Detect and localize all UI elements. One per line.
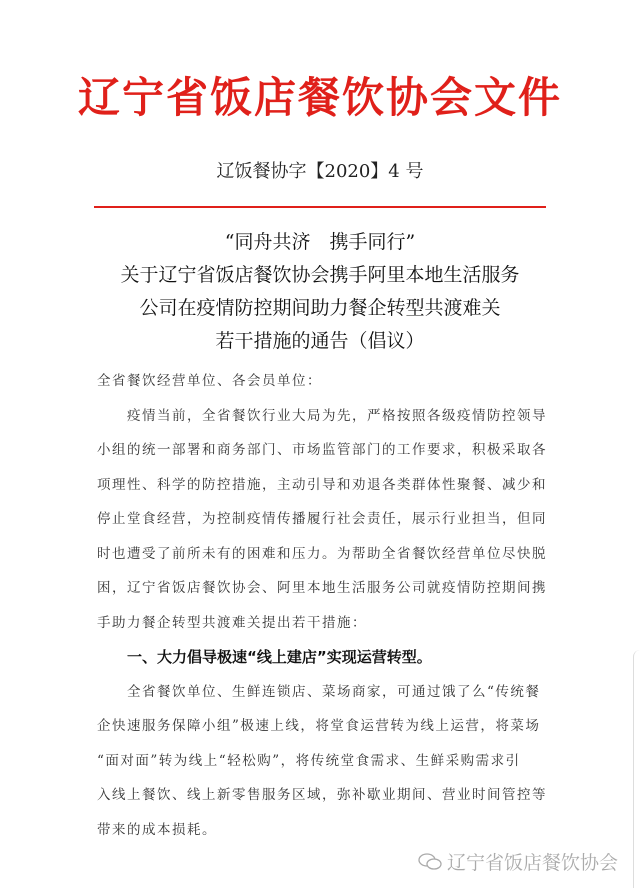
body-line: 停止堂食经营，为控制疫情传播履行社会责任，展示行业担当，但同: [97, 511, 547, 527]
title-line: 若干措施的通告（倡议）: [215, 330, 425, 352]
body-line: 疫情当前，全省餐饮行业大局为先，严格按照各级疫情防控领导: [127, 408, 547, 424]
body-line: 困，辽宁省饭店餐饮协会、阿里本地生活服务公司就疫情防控期间携: [97, 580, 547, 596]
red-divider: [94, 206, 546, 208]
body-line: 企快速服务保障小组”极速上线，将堂食运营转为线上运营，将菜场: [97, 718, 541, 734]
body-line: 入线上餐饮、线上新零售服务区域，弥补歇业期间、营业时间管控等: [97, 787, 547, 803]
body-line: 小组的统一部署和商务部门、市场监管部门的工作要求，积极采取各: [97, 442, 547, 458]
body-line: 手助力餐企转型共渡难关提出若干措施：: [97, 615, 367, 631]
wechat-icon: [417, 852, 443, 872]
body-line: “面对面”转为线上“轻松购”，将传统堂食需求、生鲜采购需求引: [97, 753, 521, 769]
body-line: 时也遭受了前所未有的困难和压力。为帮助全省餐饮经营单位尽快脱: [97, 546, 547, 562]
salutation: 全省餐饮经营单位、各会员单位：: [97, 373, 322, 389]
org-title: 辽宁省饭店餐饮协会文件: [77, 73, 562, 122]
watermark-text: 辽宁省饭店餐饮协会: [446, 852, 618, 874]
section-heading: 一、大力倡导极速“线上建店”实现运营转型。: [127, 648, 432, 666]
title-line: 公司在疫情防控期间助力餐企转型共渡难关: [139, 297, 501, 319]
wechat-watermark: [417, 848, 618, 875]
scroll-edge: [633, 650, 640, 888]
title-line: “同舟共济 携手同行”: [224, 231, 416, 253]
title-line: 关于辽宁省饭店餐饮协会携手阿里本地生活服务: [120, 264, 520, 286]
doc-number: 辽饭餐协字【2020】4 号: [216, 161, 424, 182]
body-line: 项理性、科学的防控措施，主动引导和劝退各类群体性聚餐、减少和: [97, 477, 547, 493]
body-line: 全省餐饮单位、生鲜连锁店、菜场商家，可通过饿了么“传统餐: [127, 684, 541, 700]
body-line: 带来的成本损耗。: [97, 822, 217, 838]
